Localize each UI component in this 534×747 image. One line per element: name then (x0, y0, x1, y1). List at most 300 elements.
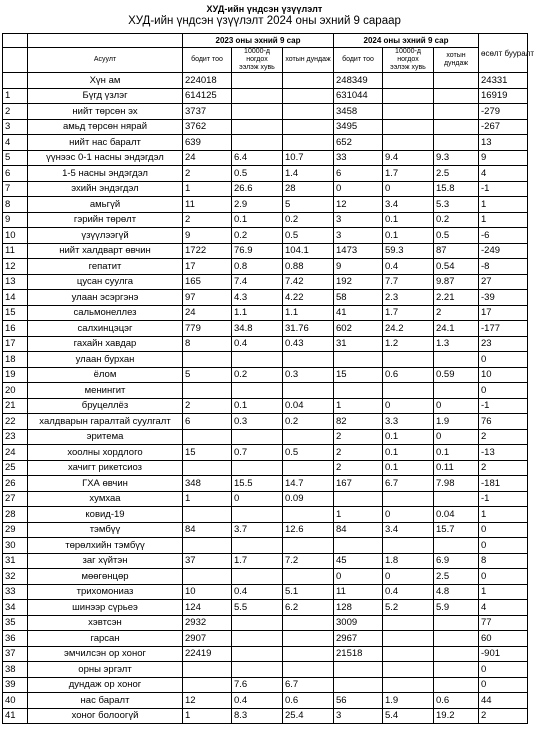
count-2023: 24 (183, 305, 232, 321)
per10000-2023 (232, 646, 283, 662)
row-index: 38 (3, 662, 28, 678)
per10000-2023: 0 (232, 491, 283, 507)
header-blank-idx (3, 34, 28, 48)
change: -901 (479, 646, 528, 662)
indicator-name: хачигт рикетсиоз (28, 460, 183, 476)
city-avg-2024: 1.3 (434, 336, 479, 352)
city-avg-2023: 1.4 (283, 166, 334, 182)
city-avg-2024: 0.04 (434, 507, 479, 523)
indicator-name: бруцеллёз (28, 398, 183, 414)
count-2023: 8 (183, 336, 232, 352)
count-2024: 128 (334, 600, 383, 616)
per10000-2023 (232, 135, 283, 151)
indicator-name: гарсан (28, 631, 183, 647)
count-2023: 12 (183, 693, 232, 709)
count-2024: 41 (334, 305, 383, 321)
city-avg-2023: 7.42 (283, 274, 334, 290)
per10000-2024 (383, 383, 434, 399)
table-row (3, 553, 528, 569)
count-2023: 1 (183, 181, 232, 197)
city-avg-2024: 15.8 (434, 181, 479, 197)
city-avg-2023: 0.43 (283, 336, 334, 352)
per10000-2024: 1.7 (383, 305, 434, 321)
city-avg-2023 (283, 569, 334, 585)
city-avg-2024: 0.5 (434, 228, 479, 244)
city-avg-2024: 1.9 (434, 414, 479, 430)
per10000-2023: 0.4 (232, 336, 283, 352)
count-2023: 2 (183, 212, 232, 228)
row-index: 26 (3, 476, 28, 492)
count-2024: 84 (334, 522, 383, 538)
change: -267 (479, 119, 528, 135)
count-2023: 3762 (183, 119, 232, 135)
per10000-2024: 6.7 (383, 476, 434, 492)
header-count-2023: бодит тоо (183, 48, 232, 73)
indicator-name: амьд төрсөн нярай (28, 119, 183, 135)
city-avg-2024: 4.8 (434, 584, 479, 600)
city-avg-2024: 24.1 (434, 321, 479, 337)
count-2023: 5 (183, 367, 232, 383)
table-row (3, 584, 528, 600)
indicator-name: тэмбүү (28, 522, 183, 538)
count-2024: 21518 (334, 646, 383, 662)
row-index: 11 (3, 243, 28, 259)
change: 60 (479, 631, 528, 647)
change: 4 (479, 600, 528, 616)
header-period-2023: 2023 оны эхний 9 сар (183, 34, 334, 48)
per10000-2024 (383, 73, 434, 89)
table-row (3, 491, 528, 507)
indicator-name: Хүн ам (28, 73, 183, 89)
change: 77 (479, 615, 528, 631)
city-avg-2024: 15.7 (434, 522, 479, 538)
per10000-2023: 7.6 (232, 677, 283, 693)
city-avg-2024: 0.1 (434, 445, 479, 461)
per10000-2023: 0.4 (232, 584, 283, 600)
per10000-2023: 8.3 (232, 708, 283, 724)
city-avg-2024 (434, 646, 479, 662)
change: 0 (479, 352, 528, 368)
city-avg-2023 (283, 538, 334, 554)
city-avg-2023: 6.7 (283, 677, 334, 693)
city-avg-2024: 2.5 (434, 166, 479, 182)
city-avg-2023 (283, 352, 334, 368)
city-avg-2023: 31.76 (283, 321, 334, 337)
count-2024: 12 (334, 197, 383, 213)
city-avg-2023: 5 (283, 197, 334, 213)
table-row (3, 429, 528, 445)
header-blank-name (28, 34, 183, 48)
change: -39 (479, 290, 528, 306)
count-2024: 167 (334, 476, 383, 492)
table-row (3, 600, 528, 616)
per10000-2024: 0.4 (383, 584, 434, 600)
count-2024: 58 (334, 290, 383, 306)
city-avg-2024: 5.3 (434, 197, 479, 213)
city-avg-2023: 0.88 (283, 259, 334, 275)
city-avg-2024: 9.87 (434, 274, 479, 290)
table-row (3, 538, 528, 554)
header-per10000-2023 (232, 48, 283, 73)
change: 16919 (479, 88, 528, 104)
per10000-2023: 0.8 (232, 259, 283, 275)
per10000-2024 (383, 615, 434, 631)
change: -181 (479, 476, 528, 492)
city-avg-2024: 87 (434, 243, 479, 259)
table-row (3, 367, 528, 383)
indicator-name: 1-5 насны эндэгдэл (28, 166, 183, 182)
per10000-2023 (232, 615, 283, 631)
city-avg-2024: 0 (434, 429, 479, 445)
per10000-2024 (383, 352, 434, 368)
per10000-2023: 5.5 (232, 600, 283, 616)
table-row (3, 460, 528, 476)
indicator-name: хоног болоогүй (28, 708, 183, 724)
per10000-2023: 0.4 (232, 693, 283, 709)
per10000-2024: 0.1 (383, 445, 434, 461)
change: 23 (479, 336, 528, 352)
count-2023 (183, 460, 232, 476)
city-avg-2023: 0.5 (283, 445, 334, 461)
count-2023 (183, 352, 232, 368)
per10000-2024 (383, 662, 434, 678)
row-index: 8 (3, 197, 28, 213)
per10000-2024: 0.4 (383, 259, 434, 275)
change: 0 (479, 662, 528, 678)
per10000-2023: 2.9 (232, 197, 283, 213)
header-row-periods (3, 34, 528, 48)
per10000-2023: 15.5 (232, 476, 283, 492)
row-index: 10 (3, 228, 28, 244)
per10000-2023: 34.8 (232, 321, 283, 337)
count-2023: 24 (183, 150, 232, 166)
indicator-name: менингит (28, 383, 183, 399)
city-avg-2024 (434, 631, 479, 647)
per10000-2023 (232, 104, 283, 120)
header-count-2024: бодит тоо (334, 48, 383, 73)
change: 2 (479, 708, 528, 724)
change: -279 (479, 104, 528, 120)
per10000-2023: 4.3 (232, 290, 283, 306)
count-2023: 10 (183, 584, 232, 600)
indicator-name: мөөгөнцөр (28, 569, 183, 585)
change: 0 (479, 383, 528, 399)
change: 0 (479, 538, 528, 554)
per10000-2024: 0.1 (383, 212, 434, 228)
count-2024: 0 (334, 181, 383, 197)
per10000-2023 (232, 662, 283, 678)
count-2023: 1 (183, 491, 232, 507)
change: 76 (479, 414, 528, 430)
city-avg-2023: 25.4 (283, 708, 334, 724)
city-avg-2023: 0.2 (283, 414, 334, 430)
change: 0 (479, 569, 528, 585)
per10000-2024: 0 (383, 398, 434, 414)
city-avg-2023: 0.5 (283, 228, 334, 244)
indicator-name: ГХА өвчин (28, 476, 183, 492)
city-avg-2023: 104.1 (283, 243, 334, 259)
change: -1 (479, 491, 528, 507)
per10000-2023 (232, 88, 283, 104)
count-2023 (183, 662, 232, 678)
header-per10000-sub: ээлэж хувь (239, 64, 275, 71)
indicator-name: үзүүлээгүй (28, 228, 183, 244)
change: -8 (479, 259, 528, 275)
count-2023: 11 (183, 197, 232, 213)
per10000-2023: 1.1 (232, 305, 283, 321)
count-2024: 1 (334, 507, 383, 523)
city-avg-2024 (434, 352, 479, 368)
count-2024: 1 (334, 398, 383, 414)
city-avg-2024 (434, 491, 479, 507)
city-avg-2023: 14.7 (283, 476, 334, 492)
city-avg-2024: 19.2 (434, 708, 479, 724)
per10000-2024: 1.2 (383, 336, 434, 352)
indicator-name: гахайн хавдар (28, 336, 183, 352)
row-index (3, 73, 28, 89)
indicator-name: нийт халдварт өвчин (28, 243, 183, 259)
city-avg-2024: 0 (434, 398, 479, 414)
indicator-name: хоолны хордлого (28, 445, 183, 461)
header-period-2024: 2024 оны эхний 9 сар (334, 34, 479, 48)
per10000-2024: 3.4 (383, 522, 434, 538)
city-avg-2023 (283, 615, 334, 631)
indicator-name: салхинцэцэг (28, 321, 183, 337)
indicator-name: гэрийн төрөлт (28, 212, 183, 228)
count-2023: 6 (183, 414, 232, 430)
city-avg-2023 (283, 135, 334, 151)
per10000-2023: 0.2 (232, 367, 283, 383)
city-avg-2023: 28 (283, 181, 334, 197)
per10000-2024: 59.3 (383, 243, 434, 259)
per10000-2024 (383, 88, 434, 104)
row-index: 17 (3, 336, 28, 352)
city-avg-2024: 0.2 (434, 212, 479, 228)
change: 4 (479, 166, 528, 182)
indicator-name: хэвтсэн (28, 615, 183, 631)
city-avg-2023: 0.6 (283, 693, 334, 709)
city-avg-2023 (283, 429, 334, 445)
change: 9 (479, 150, 528, 166)
table-row (3, 181, 528, 197)
indicator-name: дундаж ор хоног (28, 677, 183, 693)
per10000-2023: 6.4 (232, 150, 283, 166)
indicator-name: орны эргэлт (28, 662, 183, 678)
table-row (3, 274, 528, 290)
change: 0 (479, 522, 528, 538)
city-avg-2023: 7.2 (283, 553, 334, 569)
count-2023: 614125 (183, 88, 232, 104)
indicator-name: хумхаа (28, 491, 183, 507)
header-avg-2023: хотын дундаж (283, 48, 334, 73)
per10000-2023 (232, 507, 283, 523)
per10000-2023 (232, 73, 283, 89)
table-row (3, 414, 528, 430)
city-avg-2024 (434, 119, 479, 135)
count-2024: 56 (334, 693, 383, 709)
per10000-2023 (232, 460, 283, 476)
count-2023: 639 (183, 135, 232, 151)
per10000-2024: 1.8 (383, 553, 434, 569)
indicator-name: эмчилсэн ор хоног (28, 646, 183, 662)
row-index: 20 (3, 383, 28, 399)
city-avg-2024: 0.11 (434, 460, 479, 476)
table-row (3, 615, 528, 631)
table-row (3, 197, 528, 213)
per10000-2023 (232, 631, 283, 647)
per10000-2023: 0.2 (232, 228, 283, 244)
indicator-name: төрөлхийн тэмбүү (28, 538, 183, 554)
per10000-2024: 0 (383, 181, 434, 197)
count-2023 (183, 429, 232, 445)
per10000-2024 (383, 135, 434, 151)
table-row (3, 693, 528, 709)
indicator-name: гепатит (28, 259, 183, 275)
count-2024 (334, 677, 383, 693)
change: -6 (479, 228, 528, 244)
per10000-2024 (383, 104, 434, 120)
count-2024: 1473 (334, 243, 383, 259)
table-row (3, 522, 528, 538)
change: -13 (479, 445, 528, 461)
change: 1 (479, 507, 528, 523)
header-indicator: Асуулт (28, 48, 183, 73)
per10000-2024 (383, 677, 434, 693)
table-row (3, 476, 528, 492)
city-avg-2024: 0.59 (434, 367, 479, 383)
city-avg-2023 (283, 104, 334, 120)
per10000-2023: 26.6 (232, 181, 283, 197)
row-index: 5 (3, 150, 28, 166)
count-2024: 0 (334, 569, 383, 585)
count-2024: 3 (334, 708, 383, 724)
table-row (3, 569, 528, 585)
count-2023: 15 (183, 445, 232, 461)
header-per10000-sub: ээлэж хувь (390, 64, 426, 71)
row-index: 32 (3, 569, 28, 585)
per10000-2024 (383, 119, 434, 135)
count-2024: 45 (334, 553, 383, 569)
indicator-name: шинээр сүрьеэ (28, 600, 183, 616)
row-index: 22 (3, 414, 28, 430)
count-2024: 3495 (334, 119, 383, 135)
header-per10000-2024 (383, 48, 434, 73)
count-2024 (334, 491, 383, 507)
city-avg-2023: 0.3 (283, 367, 334, 383)
city-avg-2024: 0.6 (434, 693, 479, 709)
city-avg-2024 (434, 88, 479, 104)
city-avg-2023: 6.2 (283, 600, 334, 616)
table-row (3, 243, 528, 259)
change: 27 (479, 274, 528, 290)
change: 10 (479, 367, 528, 383)
row-index: 39 (3, 677, 28, 693)
row-index: 1 (3, 88, 28, 104)
row-index: 30 (3, 538, 28, 554)
row-index: 18 (3, 352, 28, 368)
city-avg-2024 (434, 383, 479, 399)
table-row (3, 631, 528, 647)
per10000-2024: 3.4 (383, 197, 434, 213)
count-2024: 82 (334, 414, 383, 430)
change: -249 (479, 243, 528, 259)
city-avg-2024: 9.3 (434, 150, 479, 166)
indicator-name: үүнээс 0-1 насны эндэгдэл (28, 150, 183, 166)
table-row (3, 104, 528, 120)
per10000-2024: 0.1 (383, 429, 434, 445)
table-row (3, 646, 528, 662)
row-index: 29 (3, 522, 28, 538)
table-row (3, 305, 528, 321)
row-index: 12 (3, 259, 28, 275)
count-2023 (183, 383, 232, 399)
table-row (3, 166, 528, 182)
count-2024: 3 (334, 212, 383, 228)
table-row (3, 73, 528, 89)
header-per10000-label: 10000-д ногдох (395, 48, 421, 63)
change: 44 (479, 693, 528, 709)
per10000-2024: 0 (383, 569, 434, 585)
city-avg-2023: 12.6 (283, 522, 334, 538)
count-2024 (334, 538, 383, 554)
per10000-2024: 0.1 (383, 460, 434, 476)
count-2023 (183, 538, 232, 554)
row-index: 25 (3, 460, 28, 476)
per10000-2023: 1.7 (232, 553, 283, 569)
row-index: 33 (3, 584, 28, 600)
city-avg-2024 (434, 615, 479, 631)
change: 1 (479, 584, 528, 600)
count-2023: 779 (183, 321, 232, 337)
table-row (3, 398, 528, 414)
change: 1 (479, 212, 528, 228)
indicators-table (2, 33, 534, 724)
city-avg-2023: 0.04 (283, 398, 334, 414)
count-2023 (183, 507, 232, 523)
count-2024 (334, 383, 383, 399)
row-index: 16 (3, 321, 28, 337)
indicator-name: нас баралт (28, 693, 183, 709)
table-row (3, 150, 528, 166)
indicator-name: цусан суулга (28, 274, 183, 290)
row-index: 4 (3, 135, 28, 151)
count-2023: 9 (183, 228, 232, 244)
indicator-name: эхийн эндэгдэл (28, 181, 183, 197)
indicator-name: ковид-19 (28, 507, 183, 523)
city-avg-2023: 4.22 (283, 290, 334, 306)
per10000-2024: 5.4 (383, 708, 434, 724)
city-avg-2023 (283, 631, 334, 647)
per10000-2024: 7.7 (383, 274, 434, 290)
count-2023: 124 (183, 600, 232, 616)
city-avg-2023 (283, 460, 334, 476)
per10000-2024: 5.2 (383, 600, 434, 616)
table-row (3, 88, 528, 104)
change: 1 (479, 197, 528, 213)
per10000-2023: 0.7 (232, 445, 283, 461)
count-2024: 192 (334, 274, 383, 290)
table-row (3, 212, 528, 228)
row-index: 3 (3, 119, 28, 135)
city-avg-2023: 0.09 (283, 491, 334, 507)
change: -1 (479, 398, 528, 414)
row-index: 34 (3, 600, 28, 616)
count-2024 (334, 662, 383, 678)
per10000-2024 (383, 631, 434, 647)
per10000-2023 (232, 538, 283, 554)
table-row (3, 321, 528, 337)
per10000-2024: 0.6 (383, 367, 434, 383)
